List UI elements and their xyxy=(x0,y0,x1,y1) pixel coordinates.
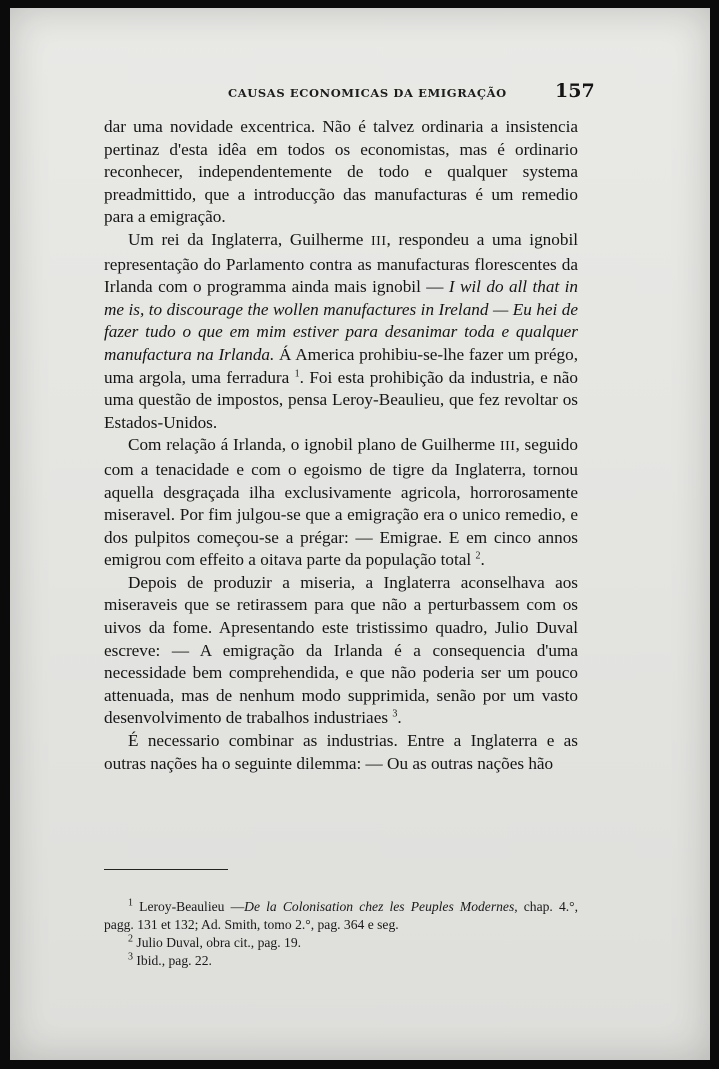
paragraph-2-text-c: Á America prohibiu-se-lhe fazer um prégo, uma argola, uma ferradura xyxy=(104,344,578,387)
footnote-1-author: Leroy-Beaulieu — xyxy=(139,899,245,914)
footnote-2-number: 2 xyxy=(128,933,133,945)
paragraph-2-text-b: , respondeu a uma ignobil representação do Parlamento contra as manufacturas florescentes da Irlanda com o programma ainda mais ignobil — xyxy=(104,229,578,297)
footnote-ref-2[interactable]: 2 xyxy=(475,550,481,562)
footnote-2-text: Julio Duval, obra cit., pag. 19. xyxy=(136,935,302,950)
paragraph-3 xyxy=(104,434,578,572)
paragraph-2 xyxy=(104,229,578,434)
paragraph-3-text-b: , seguido com a tenacidade e com o egoismo de tigre da Inglaterra, tornou aquella desgraçada ilha exclusivamente agricola, horrorosamente miseravel. Por fim julgou-se que a emigração era o unico remedio, e dos pulpitos começou-se a prégar: — Emigrae. E em cinco annos emigrou com effeito a oitava parte da população total xyxy=(104,435,578,570)
paragraph-1: dar uma novidade excentrica. Não é talvez ordinaria a insistencia pertinaz d'esta idêa em todos os economistas, mas é ordinario reconhecer, independentemente de todo e qualquer systema preadmittido, que a introducção das manufacturas é um remedio para a emigração. xyxy=(104,117,578,227)
footnote-divider xyxy=(104,869,228,870)
footnote-1-rest: , chap. 4.°, pagg. 131 et 132; Ad. Smith, tomo 2.°, pag. 364 e seg. xyxy=(104,899,578,932)
paragraph-2-text-a: Um rei da Inglaterra, Guilherme xyxy=(128,229,372,249)
paragraph-4 xyxy=(104,572,578,730)
footnote-3-number: 3 xyxy=(128,951,133,963)
footnote-ref-3[interactable]: 3 xyxy=(392,708,398,720)
roman-numeral: III xyxy=(499,439,516,455)
paragraph-3-text-a: Com relação á Irlanda, o ignobil plano de Guilherme xyxy=(128,435,500,455)
english-quotation: I wil do all that in me is, to discourage the wollen manufactures in Ireland — Eu hei de fazer tudo o que em mim estiver para desanimar toda e qualquer manufactura na Irlanda. xyxy=(104,277,578,364)
footnotes xyxy=(104,898,578,970)
paragraph-4-text-a: Depois de produzir a miseria, a Inglaterra aconselhava aos miseraveis que se retirassem para que não a perturbassem com os uivos da fome. Apresentando este tristissimo quadro, Julio Duval escreve: — A emigração da Irlanda é a consequencia d'uma necessidade bem comprehendida, e que não poderia ser um pouco attenuada, mas de nenhum modo supprimida, senão por um vasto desenvolvimento de trabalhos industriaes xyxy=(104,572,578,728)
paragraph-5: É necessario combinar as industrias. Entre a Inglaterra e as outras nações ha o seguinte dilemma: — Ou as outras nações hão xyxy=(104,731,578,773)
footnote-1-number: 1 xyxy=(128,897,133,909)
footnote-1-title: De la Colonisation chez les Peuples Modernes xyxy=(244,899,515,914)
running-head: CAUSAS ECONOMICAS DA EMIGRAÇÃO xyxy=(228,86,507,100)
footnote-1 xyxy=(104,898,578,934)
paragraph-4-text-b: . xyxy=(397,708,402,728)
roman-numeral: III xyxy=(371,233,387,249)
book-page xyxy=(10,8,710,1060)
footnote-2 xyxy=(104,934,578,952)
footnote-ref-1[interactable]: 1 xyxy=(294,367,300,379)
page-number: 157 xyxy=(555,80,595,102)
body-text xyxy=(104,116,578,775)
page-header xyxy=(10,80,710,106)
footnote-3 xyxy=(104,952,578,970)
footnote-3-text: Ibid., pag. 22. xyxy=(136,953,212,968)
paragraph-2-text-d: . Foi esta prohibição da industria, e não uma questão de impostos, pensa Leroy-Beaulieu, que fez revoltar os Estados-Unidos. xyxy=(104,367,578,432)
paragraph-3-text-c: . xyxy=(480,550,485,570)
